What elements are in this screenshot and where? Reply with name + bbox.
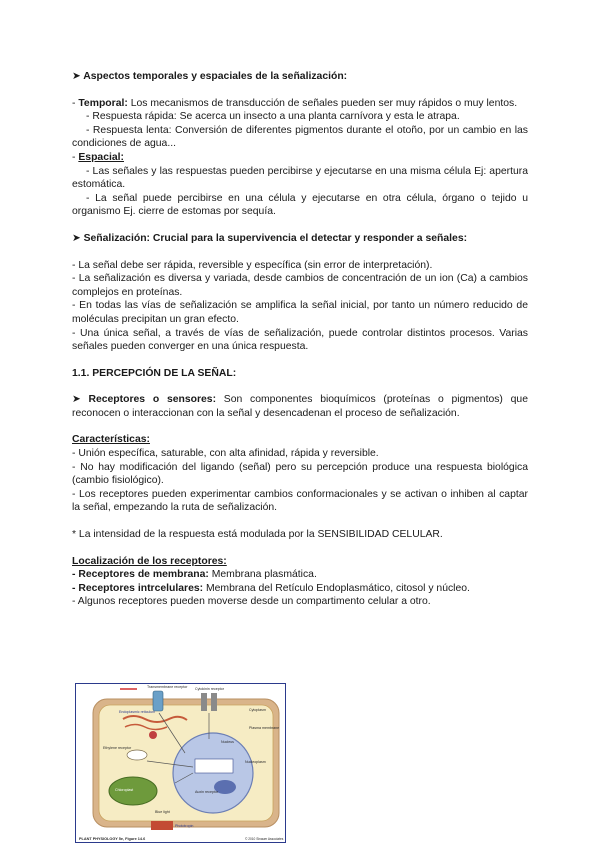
receptores-mover: - Algunos receptores pueden moverse desde un compartimento celular a otro. <box>72 596 431 608</box>
espacial-paragraph: - Espacial: <box>72 151 124 163</box>
senalizacion-item-2: - La señalización es diversa y variada, desde cambios de concentración de un ion (Ca) a cambios complejos en proteínas. <box>72 273 528 298</box>
sensibilidad-nota: * La intensidad de la respuesta está modulada por la SENSIBILIDAD CELULAR. <box>72 529 443 541</box>
label-nucleoplasm: Nucleoplasm <box>245 760 266 764</box>
document-body <box>72 70 528 609</box>
receptores-paragraph <box>72 393 528 420</box>
respuesta-rapida: - Respuesta rápida: Se acerca un insecto a una planta carnívora y esta le atrapa. <box>86 111 460 123</box>
caracteristicas-label: Características: <box>72 434 150 446</box>
label-transmembrane: Transmembrane receptor <box>147 685 188 689</box>
senalizacion-item-1: - La señal debe ser rápida, reversible y específica (sin error de interpretación). <box>72 259 433 271</box>
membrana-label: - Receptores de membrana: <box>72 569 209 581</box>
receptores-label: ➤ Receptores o sensores: <box>72 394 217 406</box>
receptor-location-figure <box>75 683 286 843</box>
phototropin-box <box>151 821 173 830</box>
espacial-item-2: - La señal puede percibirse en una célula y ejecutarse en otra célula, órgano o tejido u organismo Ej. cierre de estomas por sequía. <box>72 192 528 218</box>
label-plasma: Plasma membrane <box>249 726 280 730</box>
localizacion-label: Localización de los receptores: <box>72 555 227 567</box>
nuclear-protein-box <box>195 759 233 773</box>
caracteristicas-heading <box>72 433 528 447</box>
ethylene-receptor <box>127 750 147 760</box>
respuesta-lenta: - Respuesta lenta: Conversión de diferentes pigmentos durante el otoño, por un cambio en las condiciones de agua... <box>72 124 528 150</box>
transmembrane-receptor <box>153 691 163 711</box>
label-copyright: © 2010 Sinauer Associates <box>245 837 284 841</box>
section-temporal-espacial-title: ➤ Aspectos temporales y espaciales de la señalización: <box>72 71 348 82</box>
senalizacion-item-4: - Una única señal, a través de vías de señalización, puede controlar distintos procesos. Varias señales pueden converger en una única respuesta. <box>72 327 528 353</box>
intracelulares-label: - Receptores intrcelulares: <box>72 582 204 594</box>
section-senalizacion-title: ➤ Señalización: Crucial para la supervivencia el detectar y responder a señales: <box>72 232 468 244</box>
espacial-item-1: - Las señales y las respuestas pueden percibirse y ejecutarse en una misma célula Ej: apertura estomática. <box>72 165 528 191</box>
label-footer: PLANT PHYSIOLOGY 5e, Figure 14.6 <box>79 837 146 841</box>
percepcion-heading: 1.1. PERCEPCIÓN DE LA SEÑAL: <box>72 367 237 379</box>
label-chloroplast: Chloroplast <box>115 788 134 792</box>
temporal-text: Los mecanismos de transducción de señales pueden ser muy rápidos o muy lentos. <box>127 97 518 109</box>
cytokinin-receptor <box>201 693 207 711</box>
caracteristica-item-3: - Los receptores pueden experimentar cambios conformacionales y se activan o inhiben al captar la señal, empezando la ruta de señalización. <box>72 488 528 514</box>
temporal-label: Temporal: <box>78 97 128 109</box>
label-cytoplasm: Cytoplasm <box>249 708 266 712</box>
label-ethylene: Ethylene receptor <box>103 746 132 750</box>
receptores-text: Son componentes bioquímicos (proteínas o pigmentos) que reconocen o interaccionan con la señal y desencadenan el proceso de señalización. <box>72 394 528 419</box>
label-bluelight: Blue light <box>155 810 170 814</box>
receptores-membrana <box>72 568 528 582</box>
label-auxin: Auxin receptor <box>195 790 219 794</box>
label-nucleus: Nucleus <box>221 740 234 744</box>
label-er: Endoplasmic reticulum <box>119 710 156 714</box>
label-phot: Phototropin <box>175 824 194 828</box>
caracteristica-item-2: - No hay modificación del ligando (señal) pero su percepción produce una respuesta biológica (cambio fisiológico). <box>72 461 528 487</box>
temporal-paragraph: - Temporal: Los mecanismos de transducción de señales pueden ser muy rápidos o muy lentos. <box>72 97 518 109</box>
membrana-text: Membrana plasmática. <box>208 569 317 581</box>
localizacion-heading <box>72 555 528 569</box>
receptores-intracelulares <box>72 582 528 596</box>
label-cytokinin: Cytokinin receptor <box>195 687 224 691</box>
espacial-label: Espacial: <box>78 151 124 163</box>
caracteristica-item-1: - Unión específica, saturable, con alta afinidad, rápida y reversible. <box>72 448 379 460</box>
senalizacion-item-3: - En todas las vías de señalización se amplifica la señal inicial, por tanto un número reducido de moléculas precipitan un gran efecto. <box>72 300 528 325</box>
intracelulares-text: Membrana del Retículo Endoplasmático, citosol y núcleo. <box>203 582 470 594</box>
